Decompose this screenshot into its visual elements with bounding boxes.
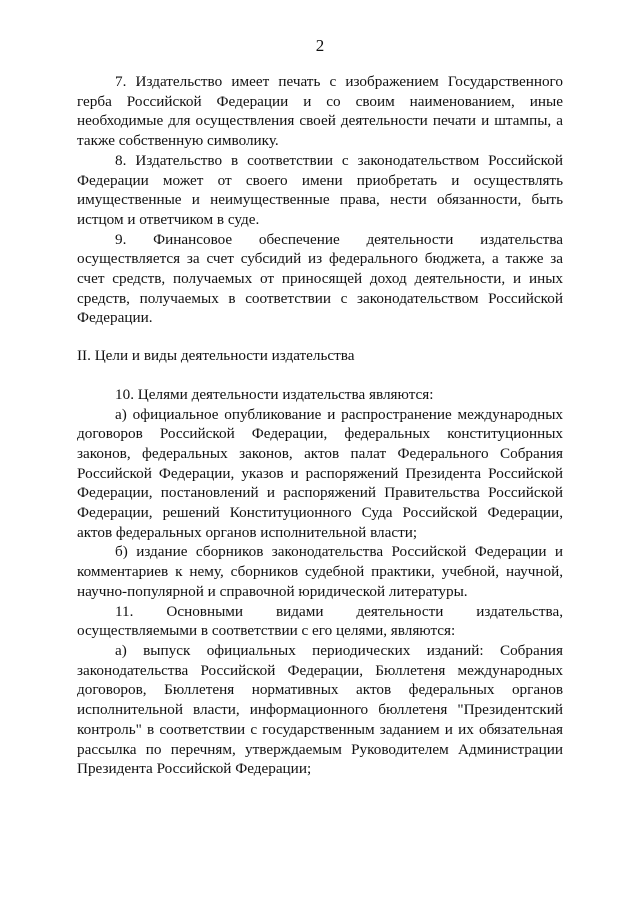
- paragraph-8: 8. Издательство в соответствии с законодательством Российской Федерации может от своего имени приобретать и осуществлять имущественные и неимущественные права, нести обязанности, быть истцом и ответчиком в суде.: [77, 151, 563, 228]
- section-heading: II. Цели и виды деятельности издательства: [77, 347, 355, 365]
- page-number: 2: [315, 36, 325, 55]
- paragraph-10-b: б) издание сборников законодательства Российской Федерации и комментариев к нему, сборников судебной практики, учебной, научной, научно-популярной и справочной юридической литературы.: [77, 543, 563, 600]
- paragraph-9: 9. Финансовое обеспечение деятельности издательства осуществляется за счет субсидий из федерального бюджета, а также за счет средств, получаемых от приносящей доход деятельности, и иных средств, получаемых в соответствии с законодательством Российской Федерации.: [77, 230, 563, 327]
- paragraph-10: 10. Целями деятельности издательства являются:: [115, 385, 434, 403]
- paragraph-10-a: а) официальное опубликование и распространение международных договоров Российской Федерации, федеральных конституционных законов, федеральных законов, актов палат Федерального Собрания Российской Федерации, указов и распоряжений Президента Российской Федерации, постановлений и распоряжений Правительства Российской Федерации, решений Конституционного Суда Российской Федерации, актов федеральных органов исполнительной власти;: [77, 405, 563, 541]
- document-body: [77, 72, 563, 779]
- paragraph-11-a: а) выпуск официальных периодических изданий: Собрания законодательства Российской Федерации, Бюллетеня международных договоров, Бюллетеня нормативных актов федеральных органов исполнительной власти, информационного бюллетеня "Президентский контроль" в соответствии с государственным заданием и их обязательная рассылка по перечням, утверждаемым Руководителем Администрации Президента Российской Федерации;: [77, 641, 563, 778]
- paragraph-7: 7. Издательство имеет печать с изображением Государственного герба Российской Федерации и со своим наименованием, иные необходимые для осуществления своей деятельности печати и штампы, а также собственную символику.: [77, 73, 563, 150]
- paragraph-11: 11. Основными видами деятельности издательства, осуществляемыми в соответствии с его целями, являются:: [77, 602, 563, 640]
